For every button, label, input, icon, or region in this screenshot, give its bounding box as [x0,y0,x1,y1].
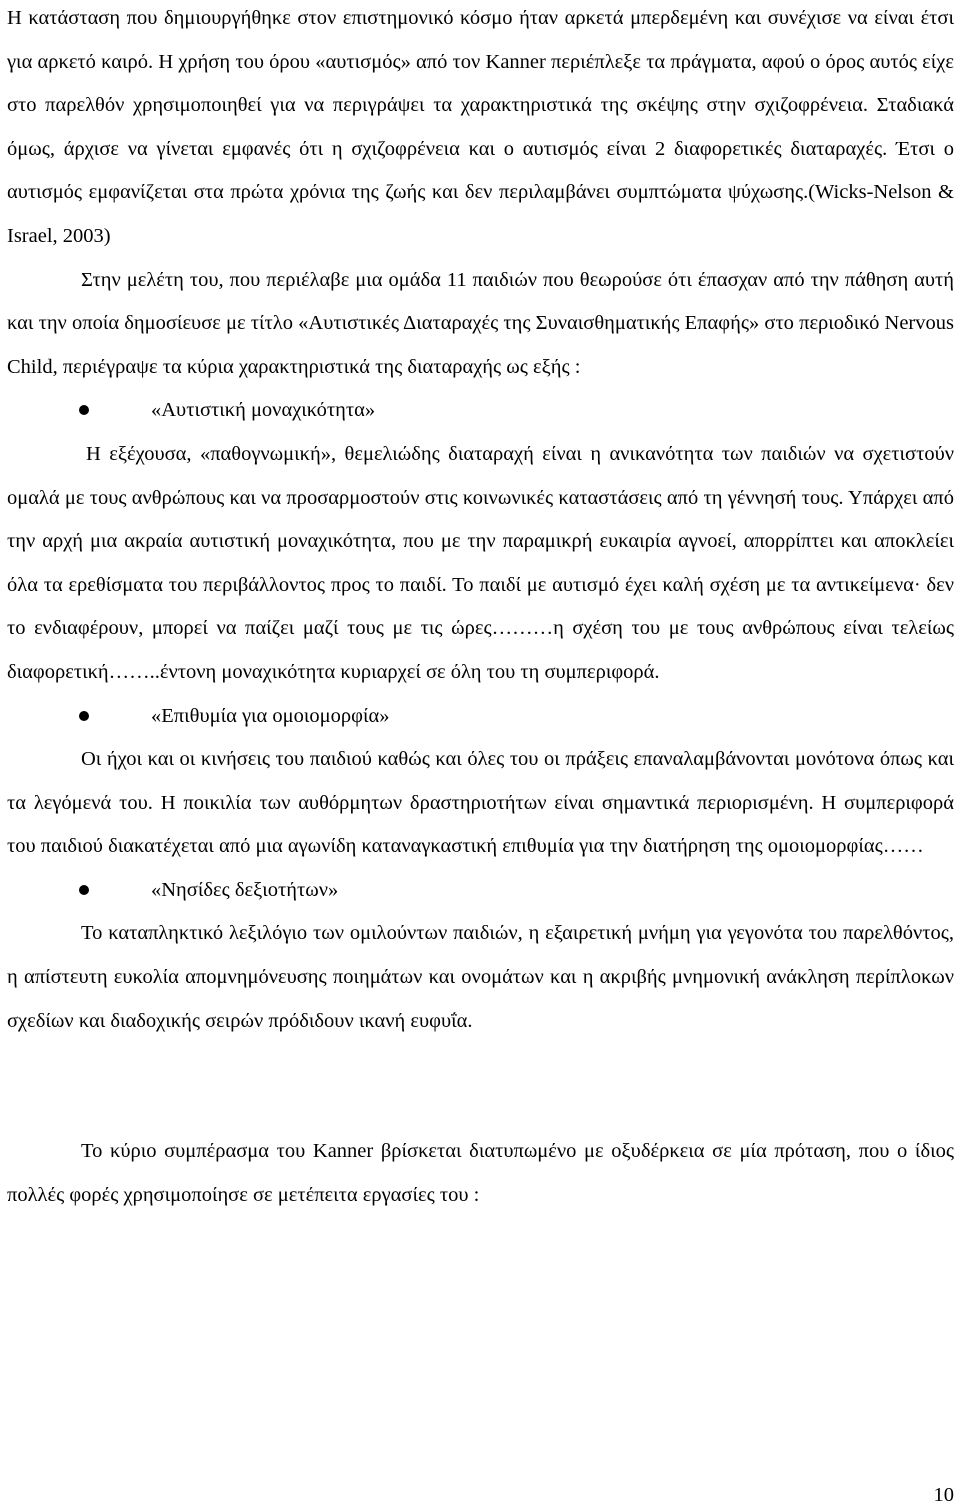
bullet-desire-for-sameness [7,695,954,739]
bullet-islets-of-ability [7,869,954,913]
paragraph-aloneness-description: Η εξέχουσα, «παθογνωμική», θεμελιώδης διαταραχή είναι η ανικανότητα των παιδιών να σχετιστούν ομαλά με τους ανθρώπους και να προσαρμοστούν στις κοινωνικές καταστάσεις από τη γέννησή τους. Υπάρχει από την αρχή μια ακραία αυτιστική μοναχικότητα, που με την παραμικρή ευκαιρία αγνοεί, απορρίπτει και αποκλείει όλα τα ερεθίσματα του περιβάλλοντος προς το παιδί. Το παιδί με αυτισμό έχει καλή σχέση με τα αντικείμενα· δεν το ενδιαφέρουν, μπορεί να παίζει μαζί τους με τις ώρες………η σχέση του με τους ανθρώπους είναι τελείως διαφορετική……..έντονη μοναχικότητα κυριαρχεί σε όλη του τη συμπεριφορά. [7,442,954,683]
paragraph-kanner-study: Στην μελέτη του, που περιέλαβε μια ομάδα 11 παιδιών που θεωρούσε ότι έπασχαν από την πάθηση αυτή και την οποία δημοσίευσε με τίτλο «Αυτιστικές Διαταραχές της Συναισθηματικής Επαφής» στο περιοδικό Nervous Child, περιέγραψε τα κύρια χαρακτηριστικά της διαταραχής ως εξής : [7,268,954,378]
paragraph-kanner-conclusion: Το κύριο συμπέρασμα του Kanner βρίσκεται διατυπωμένο με οξυδέρκεια σε μία πρόταση, που ο ίδιος πολλές φορές χρησιμοποίησε σε μετέπειτα εργασίες του : [7,1140,954,1206]
bullet-label: «Αυτιστική μοναχικότητα» [151,399,376,422]
bullet-label: «Νησίδες δεξιοτήτων» [151,878,339,901]
paragraph-spacer [7,1043,954,1130]
bullet-autistic-aloneness [7,389,954,433]
paragraph-sameness-description: Οι ήχοι και οι κινήσεις του παιδιού καθώς και όλες του οι πράξεις επαναλαμβάνονται μονότονα όπως και τα λεγόμενά του. Η ποικιλία των αυθόρμητων δραστηριοτήτων είναι σημαντικά περιορισμένη. Η συμπεριφορά του παιδιού διακατέχεται από μια αγωνίδη καταναγκαστική επιθυμία για την διατήρηση της ομοιομορφίας…… [7,748,954,858]
bullet-dot-icon [79,885,89,895]
page-number: 10 [933,1484,954,1506]
paragraph-abilities-description: Το καταπληκτικό λεξιλόγιο των ομιλούντων παιδιών, η εξαιρετική μνήμη για γεγονότα του παρελθόντος, η απίστευτη ευκολία απομνημόνευσης ποιημάτων και ονομάτων και η ακριβής μνημονική ανάκληση περίπλοκων σχεδίων και διαδοχικής σειρών πρόδιδουν ικανή ευφυΐα. [7,922,954,1032]
bullet-label: «Επιθυμία για ομοιομορφία» [151,704,390,727]
paragraph-kanner-term-confusion: Η κατάσταση που δημιουργήθηκε στον επιστημονικό κόσμο ήταν αρκετά μπερδεμένη και συνέχισε να είναι έτσι για αρκετό καιρό. Η χρήση του όρου «αυτισμός» από τον Kanner περιέπλεξε τα πράγματα, αφού ο όρος αυτός είχε στο παρελθόν χρησιμοποιηθεί για να περιγράψει τα χαρακτηριστικά της σκέψης στην σχιζοφρένεια. Σταδιακά όμως, άρχισε να γίνεται εμφανές ότι η σχιζοφρένεια και ο αυτισμός είναι 2 διαφορετικές διαταραχές. Έτσι ο αυτισμός εμφανίζεται στα πρώτα χρόνια της ζωής και δεν περιλαμβάνει συμπτώματα ψύχωσης.(Wicks-Nelson & Israel, 2003) [7,7,954,247]
bullet-dot-icon [79,405,89,415]
bullet-dot-icon [79,711,89,721]
document-page [7,0,954,1217]
